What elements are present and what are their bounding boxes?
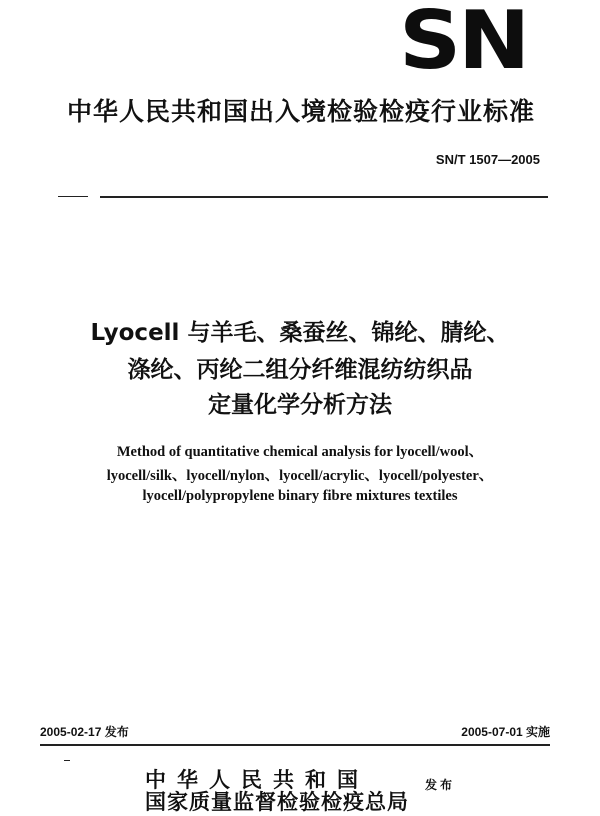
header-divider — [100, 196, 548, 198]
sn-logo: SN — [398, 0, 528, 87]
title-chinese-line-2: 涤纶、丙纶二组分纤维混纺纺织品 — [127, 357, 473, 383]
issuer-line-2: 国家质量监督检验检疫总局 — [145, 789, 409, 814]
footer-mark — [64, 760, 70, 761]
header-divider-short — [58, 196, 88, 197]
publish-label: 发布 — [425, 778, 456, 792]
footer-divider — [40, 744, 550, 746]
standard-code: SN/T 1507—2005 — [435, 152, 540, 167]
title-english-line-1: Method of quantitative chemical analysis for lyocell/wool、 — [116, 444, 484, 460]
title-english-line-2: lyocell/silk、lyocell/nylon、lyocell/acrylic、lyocell/polyester、 — [106, 468, 494, 484]
title-chinese-line-1: Lyocell 与羊毛、桑蚕丝、锦纶、腈纶、 — [90, 320, 510, 346]
title-english-line-3: lyocell/polypropylene binary fibre mixtures textiles — [142, 488, 458, 504]
organization-title: 中华人民共和国出入境检验检疫行业标准 — [66, 97, 535, 126]
implementation-date: 2005-07-01 实施 — [461, 725, 550, 739]
issuer-line-1: 中华人民共和国 — [145, 767, 369, 792]
issue-date: 2005-02-17 发布 — [40, 725, 129, 739]
title-chinese-line-3: 定量化学分析方法 — [208, 392, 392, 418]
